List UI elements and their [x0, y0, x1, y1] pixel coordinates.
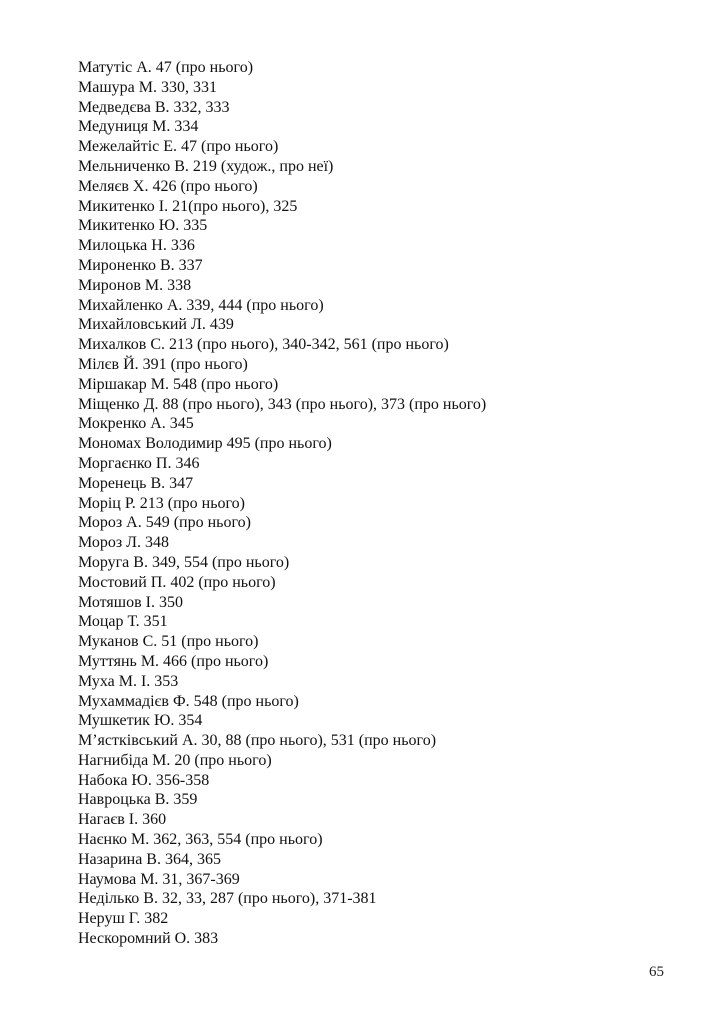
list-item: Нагаєв І. 360 [78, 811, 167, 829]
list-item: Міщенко Д. 88 (про нього), 343 (про нього), 373 (про нього) [78, 395, 487, 413]
list-item: Моцар Т. 351 [78, 613, 168, 631]
list-item: Муха М. І. 353 [78, 672, 179, 690]
name-index-list [78, 58, 486, 949]
list-item: Мельниченко В. 219 (худож., про неї) [78, 157, 334, 175]
list-item: Милоцька Н. 336 [78, 237, 195, 255]
list-item: Набока Ю. 356-358 [78, 771, 210, 789]
list-item: Мілєв Й. 391 (про нього) [78, 355, 248, 373]
list-item: Мороз А. 549 (про нього) [78, 514, 251, 532]
list-item: Микитенко І. 21(про нього), 325 [78, 197, 298, 215]
list-item: Назарина В. 364, 365 [78, 850, 221, 868]
list-item: Мушкетик Ю. 354 [78, 712, 203, 730]
list-item: Мороз Л. 348 [78, 534, 169, 552]
list-item: Муттянь М. 466 (про нього) [78, 652, 269, 670]
list-item: Моріц Р. 213 (про нього) [78, 494, 245, 512]
list-item: Наумова М. 31, 367-369 [78, 870, 240, 888]
list-item: Межелайтіс Е. 47 (про нього) [78, 138, 279, 156]
list-item: Моруга В. 349, 554 (про нього) [78, 553, 290, 571]
list-item: Нескоромний О. 383 [78, 930, 219, 948]
list-item: Михайловський Л. 439 [78, 316, 234, 334]
list-item: Меляєв Х. 426 (про нього) [78, 177, 258, 195]
page-number: 65 [649, 964, 664, 980]
list-item: Матутіс А. 47 (про нього) [78, 59, 254, 76]
list-item: Машура М. 330, 331 [78, 78, 217, 96]
list-item: Медуниця М. 334 [78, 118, 199, 136]
list-item: Нагнибіда М. 20 (про нього) [78, 751, 272, 769]
list-item: Моренець В. 347 [78, 474, 194, 492]
list-item: Мотяшов І. 350 [78, 593, 183, 611]
list-item: Мономах Володимир 495 (про нього) [78, 435, 332, 453]
list-item: Наєнко М. 362, 363, 554 (про нього) [78, 831, 323, 849]
list-item: Михайленко А. 339, 444 (про нього) [78, 296, 324, 314]
list-item: Миронов М. 338 [78, 276, 192, 294]
list-item: Медведєва В. 332, 333 [78, 98, 230, 116]
list-item: Мироненко В. 337 [78, 256, 203, 274]
list-item: Мостовий П. 402 (про нього) [78, 573, 276, 591]
list-item: Неруш Г. 382 [78, 910, 169, 928]
list-item: Міршакар М. 548 (про нього) [78, 375, 279, 393]
list-item: Мокренко А. 345 [78, 415, 194, 433]
list-item: Навроцька В. 359 [78, 791, 198, 809]
list-item: Михалков С. 213 (про нього), 340-342, 561 (про нього) [78, 336, 449, 354]
list-item: Мухаммадієв Ф. 548 (про нього) [78, 692, 299, 710]
list-item: М’ястківський А. 30, 88 (про нього), 531 (про нього) [78, 732, 437, 750]
list-item: Неділько В. 32, 33, 287 (про нього), 371-381 [78, 890, 377, 908]
list-item: Моргаєнко П. 346 [78, 454, 200, 472]
list-item: Микитенко Ю. 335 [78, 217, 208, 235]
list-item: Муканов С. 51 (про нього) [78, 633, 259, 651]
